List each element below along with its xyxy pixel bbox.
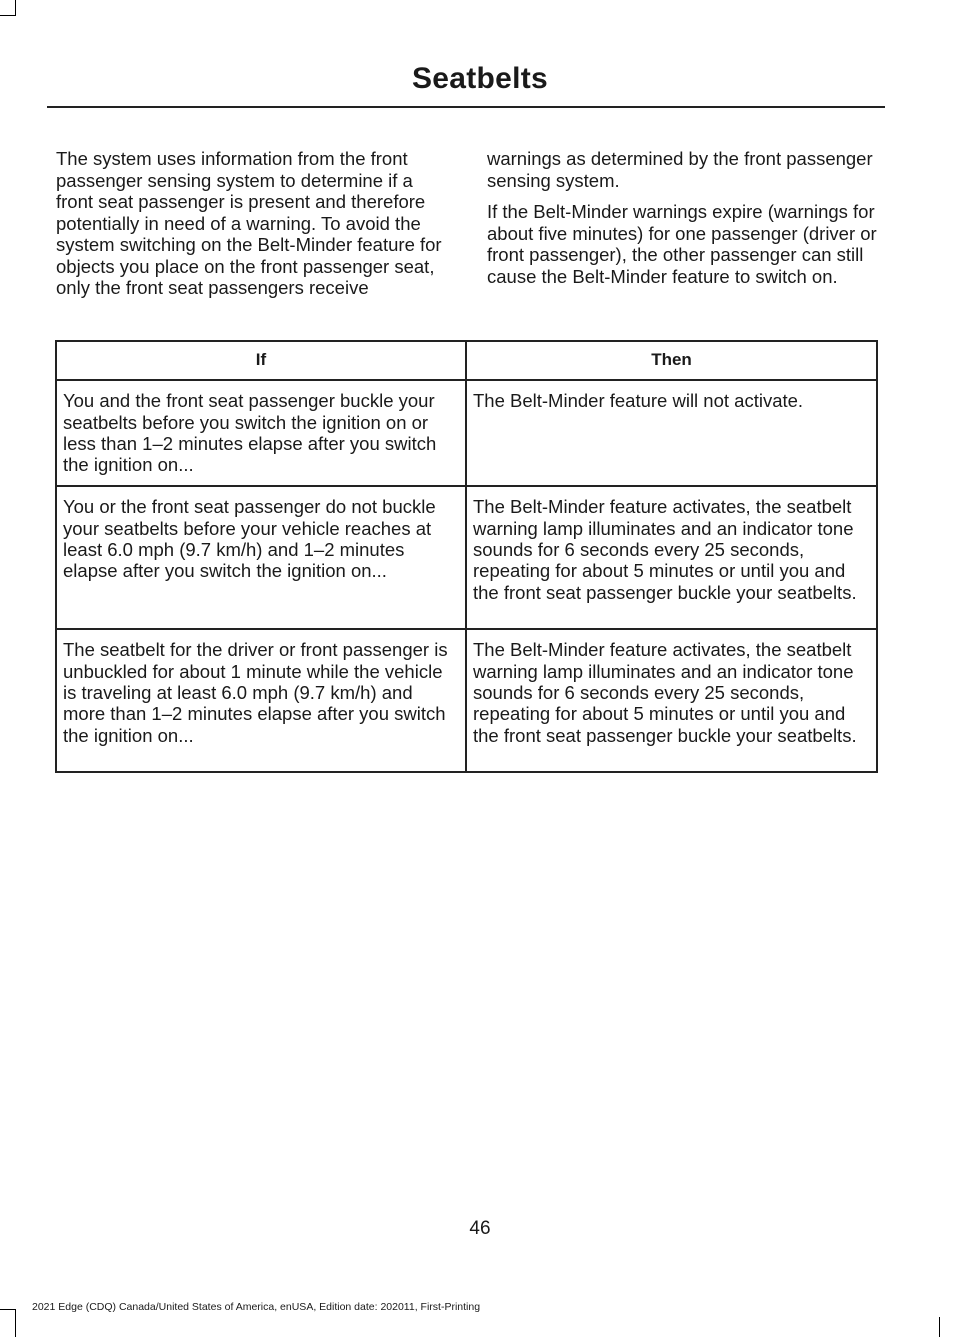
crop-mark bbox=[0, 1309, 16, 1310]
table-row bbox=[56, 486, 877, 629]
if-cell: You or the front seat passenger do not buckle your seatbelts before your vehicle reaches at least 6.0 mph (9.7 km/h) and 1–2 minutes elapse after you switch the ignition on... bbox=[56, 486, 466, 629]
then-cell: The Belt-Minder feature activates, the seatbelt warning lamp illuminates and an indicator tone sounds for 6 seconds every 25 seconds, repeating for about 5 minutes or until you and the front seat passenger buckle your seatbelts. bbox=[466, 486, 877, 629]
if-cell: The seatbelt for the driver or front passenger is unbuckled for about 1 minute while the vehicle is traveling at least 6.0 mph (9.7 km/h) and more than 1–2 minutes elapse after you switch the ignition on... bbox=[56, 629, 466, 772]
body-paragraph: If the Belt-Minder warnings expire (warnings for about five minutes) for one passenger (driver or front passenger), the other passenger can still cause the Belt-Minder feature to switch on. bbox=[487, 201, 877, 287]
right-column bbox=[487, 148, 881, 297]
column-header-then: Then bbox=[466, 341, 877, 380]
left-column bbox=[56, 148, 451, 309]
footer-edition-info: 2021 Edge (CDQ) Canada/United States of America, enUSA, Edition date: 202011, First-Printing bbox=[32, 1301, 481, 1313]
column-header-if: If bbox=[56, 341, 466, 380]
if-cell: You and the front seat passenger buckle your seatbelts before you switch the ignition on or less than 1–2 minutes elapse after you switch the ignition on... bbox=[56, 380, 466, 486]
table-row bbox=[56, 380, 877, 486]
body-paragraph: The system uses information from the front passenger sensing system to determine if a front seat passenger is present and therefore potentially in need of a warning. To avoid the system switching on the Belt-Minder feature for objects you place on the front passenger seat, only the front seat passengers receive bbox=[56, 148, 442, 298]
crop-mark bbox=[0, 15, 16, 16]
page-number: 46 bbox=[469, 1218, 491, 1239]
page-title: Seatbelts bbox=[411, 62, 549, 95]
crop-mark bbox=[15, 1310, 16, 1337]
crop-mark bbox=[15, 0, 16, 16]
if-then-table bbox=[55, 340, 878, 773]
table-header-row bbox=[56, 341, 877, 380]
body-paragraph: warnings as determined by the front passenger sensing system. bbox=[487, 148, 873, 191]
then-cell: The Belt-Minder feature will not activate. bbox=[466, 380, 877, 486]
header-divider bbox=[47, 106, 885, 108]
crop-mark bbox=[939, 1317, 940, 1337]
then-cell: The Belt-Minder feature activates, the seatbelt warning lamp illuminates and an indicator tone sounds for 6 seconds every 25 seconds, repeating for about 5 minutes or until you and the front seat passenger buckle your seatbelts. bbox=[466, 629, 877, 772]
table-row bbox=[56, 629, 877, 772]
